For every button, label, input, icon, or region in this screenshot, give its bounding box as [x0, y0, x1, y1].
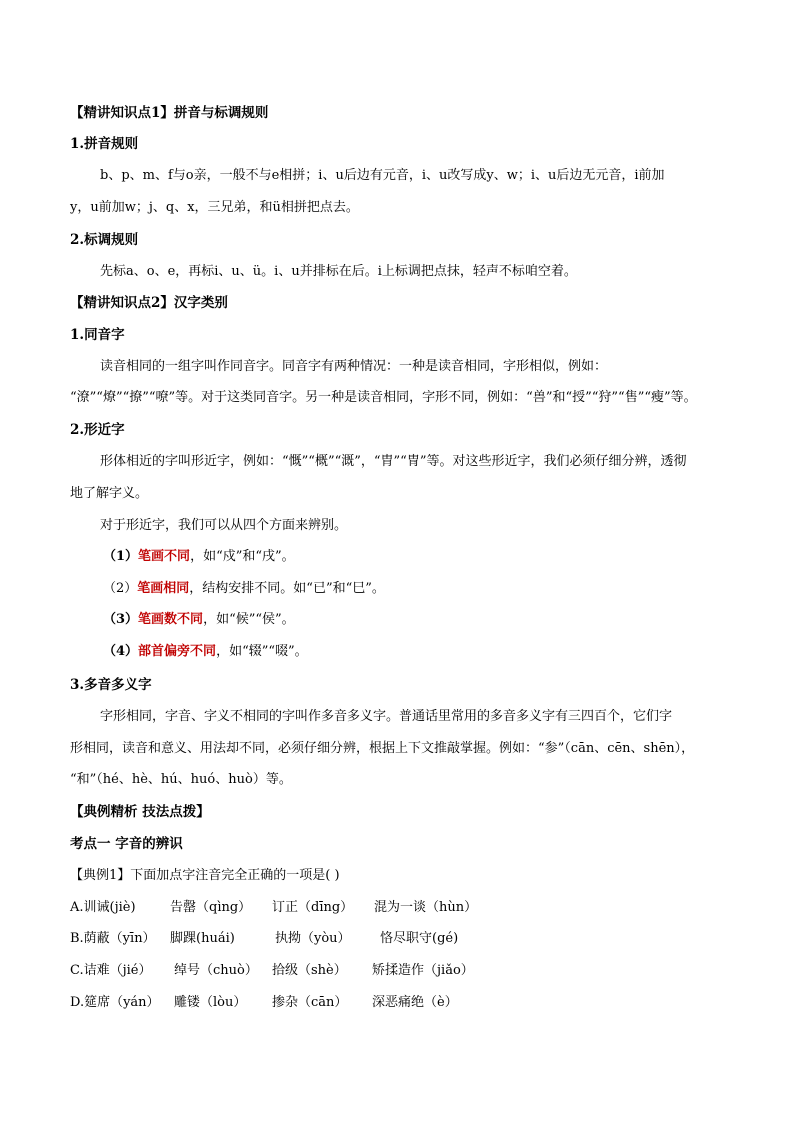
section-heading-3: 【典例精析 技法点拨】: [70, 804, 210, 820]
paragraph: 地了解字义。: [70, 486, 149, 501]
paragraph: “潦”“燎”“撩”“嘹”等。对于这类同音字。另一种是读音相同，字形不同，例如：“兽”和“授”“狩”“售”“瘦”等。: [70, 390, 697, 405]
subheading-homophones: 1.同音字: [70, 327, 125, 343]
option-cell: B.荫蔽（yīn）: [70, 931, 156, 946]
paragraph: “和”（hé、hè、hú、huó、huò）等。: [70, 772, 292, 787]
list-item: （1）笔画不同，如“戍”和“戌”。: [103, 549, 295, 564]
option-cell: 恪尽职守(gé): [380, 931, 459, 946]
paragraph: 形体相近的字叫形近字，例如：“慨”“概”“溉”，“胄”“冑”等。对这些形近字，我们必须仔细分辨，透彻: [100, 454, 687, 469]
paragraph: 形相同，读音和意义、用法却不同，必须仔细分辨，根据上下文推敲掌握。例如：“参”（cān、cēn、shēn），: [70, 741, 695, 756]
option-row: [70, 900, 477, 916]
option-cell: C.诘难（jié）: [70, 963, 152, 978]
question: 【典例1】下面加点字注音完全正确的一项是( ): [70, 868, 340, 883]
option-row: [70, 931, 458, 947]
option-cell: 拾级（shè）: [272, 963, 347, 978]
option-cell: 脚踝(huái): [170, 931, 235, 946]
option-cell: 混为一谈（hùn）: [374, 900, 478, 915]
option-cell: 深恶痛绝（è）: [372, 995, 458, 1010]
subheading-kaodian: 考点一 字音的辨识: [70, 836, 183, 852]
paragraph: 先标a、o、e，再标i、u、ü。i、u并排标在后。i上标调把点抹，轻声不标咱空着。: [100, 264, 577, 279]
section-heading-2: 【精讲知识点2】汉字类别: [70, 295, 228, 311]
subheading-similar-chars: 2.形近字: [70, 422, 125, 438]
key-term: 笔画相同: [137, 581, 190, 596]
paragraph: 对于形近字，我们可以从四个方面来辨别。: [100, 518, 348, 533]
option-cell: A.训诫(jiè): [70, 900, 136, 915]
paragraph: 字形相同，字音、字义不相同的字叫作多音多义字。普通话里常用的多音多义字有三四百个，它们字: [100, 709, 673, 724]
key-term: 笔画不同: [138, 549, 191, 564]
option-cell: 雕镂（lòu）: [174, 995, 247, 1010]
list-item: （2）笔画相同，结构安排不同。如“已”和“巳”。: [103, 581, 385, 596]
option-cell: 订正（dīng）: [272, 900, 354, 915]
paragraph: 读音相同的一组字叫作同音字。同音字有两种情况：一种是读音相同，字形相似，例如：: [100, 359, 608, 374]
key-term: 部首偏旁不同: [138, 644, 217, 659]
paragraph: b、p、m、f与o亲，一般不与e相拼；i、u后边有元音，i、u改写成y、w；i、u后边无元音，i前加: [100, 168, 665, 183]
list-item: （3）笔画数不同，如“候”“侯”。: [103, 612, 295, 627]
option-cell: 掺杂（cān）: [272, 995, 348, 1010]
option-row: [70, 963, 474, 979]
key-term: 笔画数不同: [138, 612, 204, 627]
option-cell: 告罄（qìng）: [170, 900, 252, 915]
option-row: [70, 995, 458, 1011]
option-cell: 执拗（yòu）: [275, 931, 351, 946]
list-item: （4）部首偏旁不同，如“辍”“啜”。: [103, 644, 308, 659]
subheading-polyphones: 3.多音多义字: [70, 677, 152, 693]
paragraph: y，u前加w；j、q、x，三兄弟，和ü相拼把点去。: [70, 200, 359, 215]
option-cell: D.筵席（yán）: [70, 995, 160, 1010]
subheading-tone-rules: 2.标调规则: [70, 232, 139, 248]
option-cell: 绰号（chuò）: [174, 963, 258, 978]
subheading-pinyin-rules: 1.拼音规则: [70, 136, 139, 152]
section-heading-1: 【精讲知识点1】拼音与标调规则: [70, 105, 269, 121]
option-cell: 矫揉造作（jiǎo）: [372, 963, 474, 978]
